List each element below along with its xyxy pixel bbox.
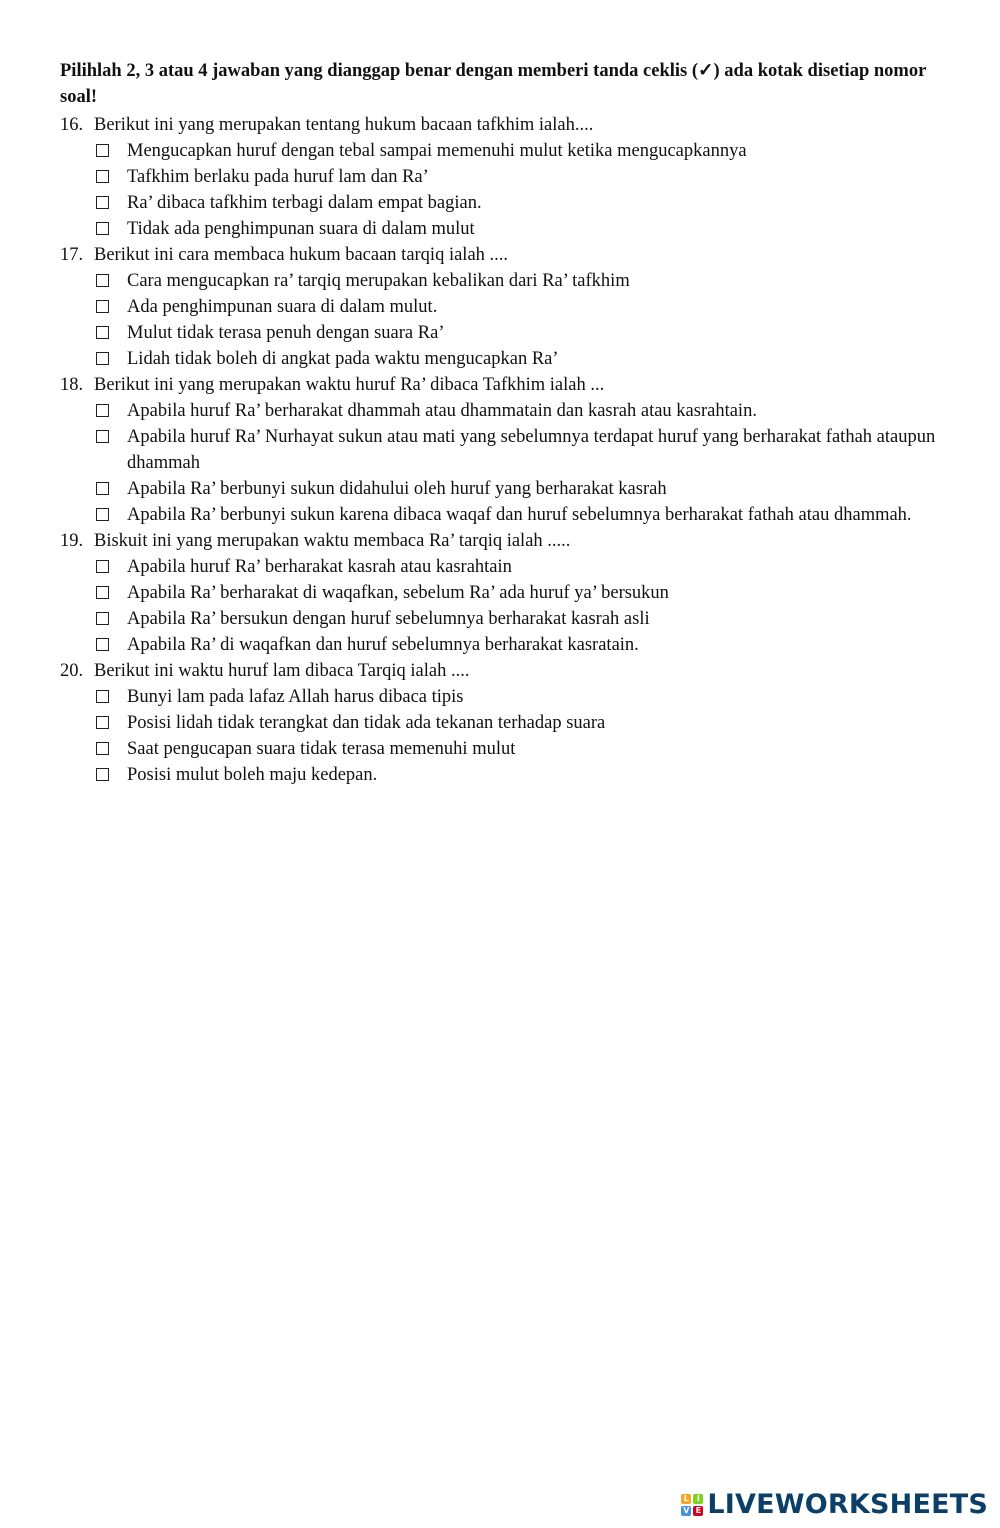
option-item	[60, 398, 940, 424]
question-stem	[60, 528, 940, 554]
option-text: Apabila Ra’ bersukun dengan huruf sebelumnya berharakat kasrah asli	[127, 609, 650, 629]
answer-checkbox[interactable]	[96, 508, 109, 521]
option-text: Lidah tidak boleh di angkat pada waktu mengucapkan Ra’	[127, 349, 559, 369]
question-number: 19.	[60, 531, 84, 551]
brand-icon	[681, 1494, 703, 1516]
question-block	[60, 242, 940, 372]
option-text: Posisi lidah tidak terangkat dan tidak ada tekanan terhadap suara	[127, 713, 606, 733]
question-block	[60, 658, 940, 788]
answer-checkbox[interactable]	[96, 638, 109, 651]
option-text: Posisi mulut boleh maju kedepan.	[127, 765, 378, 785]
option-item	[60, 164, 940, 190]
option-text: Saat pengucapan suara tidak terasa memenuhi mulut	[127, 739, 516, 759]
answer-checkbox[interactable]	[96, 300, 109, 313]
answer-checkbox[interactable]	[96, 144, 109, 157]
option-item	[60, 320, 940, 346]
answer-checkbox[interactable]	[96, 742, 109, 755]
option-item	[60, 762, 940, 788]
option-list	[60, 554, 940, 658]
question-text: Berikut ini yang merupakan waktu huruf Ra’ dibaca Tafkhim ialah ...	[94, 375, 605, 395]
option-item	[60, 476, 940, 502]
option-text: Apabila Ra’ berbunyi sukun didahului oleh huruf yang berharakat kasrah	[127, 479, 667, 499]
option-list	[60, 268, 940, 372]
worksheet	[60, 58, 940, 788]
option-item	[60, 502, 940, 528]
question-number: 16.	[60, 115, 84, 135]
option-text: Apabila Ra’ di waqafkan dan huruf sebelumnya berharakat kasratain.	[127, 635, 639, 655]
option-text: Cara mengucapkan ra’ tarqiq merupakan kebalikan dari Ra’ tafkhim	[127, 271, 630, 291]
option-text: Apabila huruf Ra’ Nurhayat sukun atau mati yang sebelumnya terdapat huruf yang berharakat fathah ataupun dhammah	[127, 427, 936, 473]
question-list	[60, 112, 940, 788]
option-item	[60, 684, 940, 710]
liveworksheets-logo	[681, 1489, 988, 1520]
question-text: Berikut ini yang merupakan tentang hukum bacaan tafkhim ialah....	[94, 115, 594, 135]
option-list	[60, 684, 940, 788]
option-item	[60, 268, 940, 294]
question-stem	[60, 372, 940, 398]
option-text: Apabila Ra’ berharakat di waqafkan, sebelum Ra’ ada huruf ya’ bersukun	[127, 583, 669, 603]
question-number: 20.	[60, 661, 84, 681]
option-item	[60, 138, 940, 164]
answer-checkbox[interactable]	[96, 586, 109, 599]
option-item	[60, 580, 940, 606]
option-text: Apabila huruf Ra’ berharakat kasrah atau kasrahtain	[127, 557, 512, 577]
answer-checkbox[interactable]	[96, 222, 109, 235]
option-text: Apabila Ra’ berbunyi sukun karena dibaca waqaf dan huruf sebelumnya berharakat fathah atau dhammah.	[127, 505, 912, 525]
answer-checkbox[interactable]	[96, 430, 109, 443]
question-number: 18.	[60, 375, 84, 395]
instruction-text: Pilihlah 2, 3 atau 4 jawaban yang dianggap benar dengan memberi tanda ceklis (✓) ada kotak disetiap nomor soal!	[60, 61, 926, 107]
option-text: Tidak ada penghimpunan suara di dalam mulut	[127, 219, 475, 239]
question-block	[60, 528, 940, 658]
option-text: Tafkhim berlaku pada huruf lam dan Ra’	[127, 167, 429, 187]
answer-checkbox[interactable]	[96, 404, 109, 417]
logo-tile: I	[693, 1494, 703, 1504]
question-number: 17.	[60, 245, 84, 265]
option-list	[60, 398, 940, 528]
option-item	[60, 736, 940, 762]
logo-tile: V	[683, 1505, 690, 1515]
option-text: Mengucapkan huruf dengan tebal sampai memenuhi mulut ketika mengucapkannya	[127, 141, 747, 161]
answer-checkbox[interactable]	[96, 560, 109, 573]
answer-checkbox[interactable]	[96, 274, 109, 287]
question-stem	[60, 112, 940, 138]
option-item	[60, 346, 940, 372]
option-item	[60, 606, 940, 632]
option-text: Ada penghimpunan suara di dalam mulut.	[127, 297, 438, 317]
answer-checkbox[interactable]	[96, 170, 109, 183]
option-text: Apabila huruf Ra’ berharakat dhammah atau dhammatain dan kasrah atau kasrahtain.	[127, 401, 757, 421]
option-item	[60, 424, 940, 476]
answer-checkbox[interactable]	[96, 768, 109, 781]
option-item	[60, 710, 940, 736]
question-text: Berikut ini waktu huruf lam dibaca Tarqiq ialah ....	[94, 661, 470, 681]
answer-checkbox[interactable]	[96, 326, 109, 339]
answer-checkbox[interactable]	[96, 612, 109, 625]
option-item	[60, 294, 940, 320]
logo-tile: E	[693, 1506, 703, 1516]
option-item	[60, 632, 940, 658]
logo-tile: L	[681, 1494, 691, 1504]
option-item	[60, 190, 940, 216]
question-block	[60, 112, 940, 242]
answer-checkbox[interactable]	[96, 690, 109, 703]
brand-name: LIVEWORKSHEETS	[707, 1489, 988, 1520]
answer-checkbox[interactable]	[96, 716, 109, 729]
answer-checkbox[interactable]	[96, 482, 109, 495]
option-item	[60, 216, 940, 242]
question-stem	[60, 242, 940, 268]
question-text: Biskuit ini yang merupakan waktu membaca Ra’ tarqiq ialah .....	[94, 531, 571, 551]
option-text: Ra’ dibaca tafkhim terbagi dalam empat bagian.	[127, 193, 482, 213]
option-item	[60, 554, 940, 580]
answer-checkbox[interactable]	[96, 196, 109, 209]
option-list	[60, 138, 940, 242]
question-text: Berikut ini cara membaca hukum bacaan tarqiq ialah ....	[94, 245, 509, 265]
answer-checkbox[interactable]	[96, 352, 109, 365]
option-text: Mulut tidak terasa penuh dengan suara Ra’	[127, 323, 445, 343]
question-stem	[60, 658, 940, 684]
question-block	[60, 372, 940, 528]
option-text: Bunyi lam pada lafaz Allah harus dibaca tipis	[127, 687, 464, 707]
